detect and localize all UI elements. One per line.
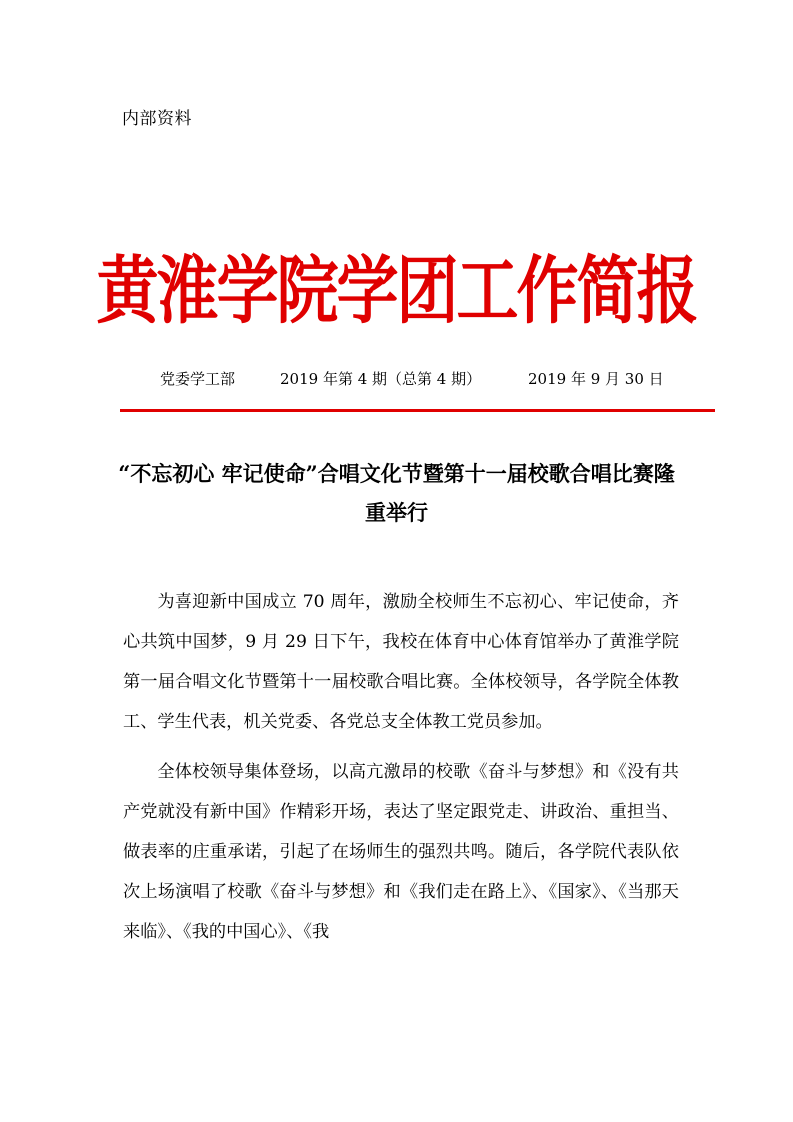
article-title: “不忘初心 牢记使命”合唱文化节暨第十一届校歌合唱比赛隆重举行 [118, 461, 675, 525]
issue-date: 2019 年 9 月 30 日 [528, 370, 664, 388]
issuing-department: 党委学工部 [160, 370, 236, 388]
newsletter-masthead: 黄淮学院学团工作简报 [96, 247, 697, 334]
issue-number: 2019 年第 4 期（总第 4 期） [280, 370, 482, 388]
article-paragraph: 为喜迎新中国成立 70 周年，激励全校师生不忘初心、牢记使命，齐心共筑中国梦，9 月 29 日下午，我校在体育中心体育馆举办了黄淮学院第一届合唱文化节暨第十一届校歌合唱比赛。全体校领导，各学院全体教工、学生代表，机关党委、各党总支全体教工党员参加。 [123, 592, 679, 732]
article-paragraph: 全体校领导集体登场，以高亢激昂的校歌《奋斗与梦想》和《没有共产党就没有新中国》作精彩开场，表达了坚定跟党走、讲政治、重担当、做表率的庄重承诺，引起了在场师生的强烈共鸣。随后，各学院代表队依次上场演唱了校歌《奋斗与梦想》和《我们走在路上》、《国家》、《当那天来临》、《我的中国心》、《我 [123, 762, 679, 942]
article-body [123, 582, 679, 962]
header-divider-rule [120, 409, 715, 412]
classification-label: 内部资料 [122, 109, 192, 129]
